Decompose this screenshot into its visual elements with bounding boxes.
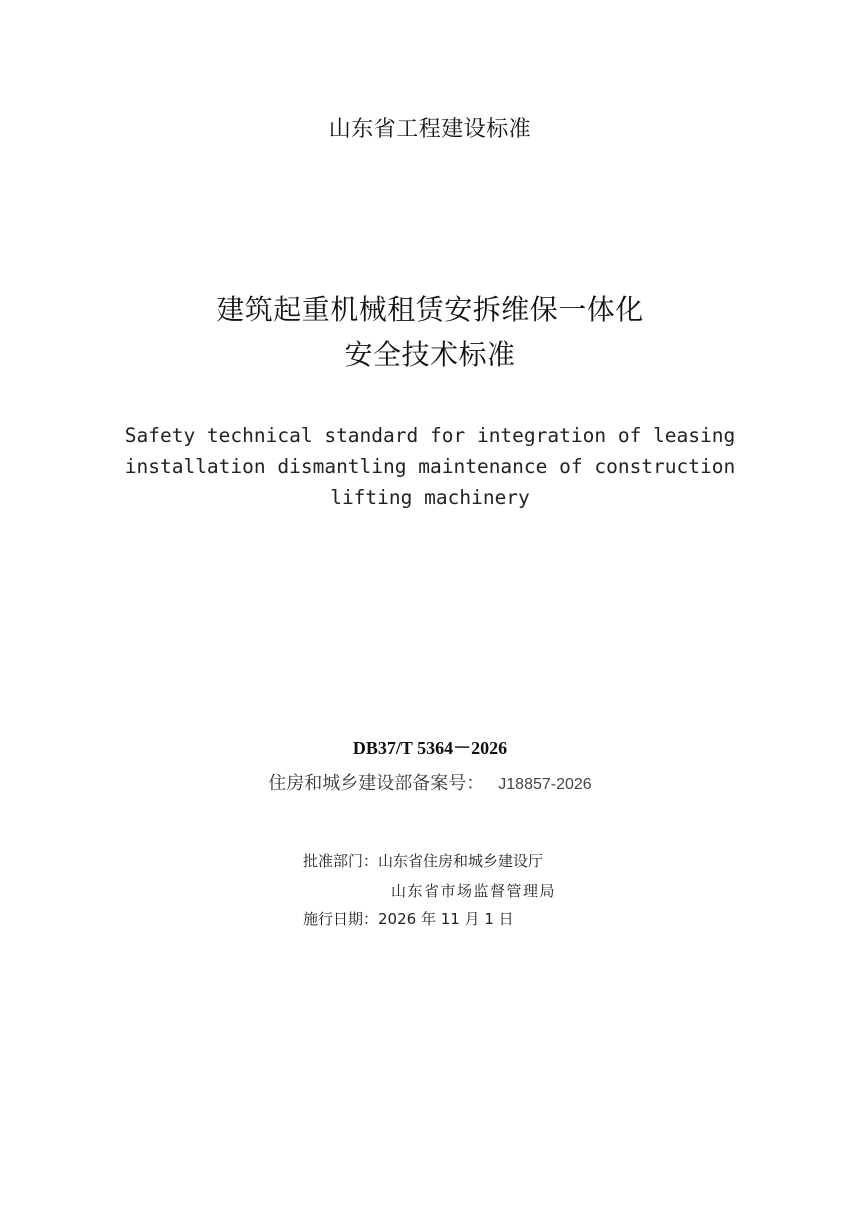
record-number-line xyxy=(0,769,860,795)
chinese-title-line-1: 建筑起重机械租赁安拆维保一体化 xyxy=(216,293,644,326)
standard-code: DB37/T 5364－2026 xyxy=(352,738,508,758)
approval-department-second: 山东省市场监督管理局 xyxy=(391,882,557,900)
approval-department-line: 批准部门：山东省住房和城乡建设厅 xyxy=(303,852,544,870)
record-number-label: 住房和城乡建设部备案号： xyxy=(268,773,485,794)
record-number-value: J18857-2026 xyxy=(498,776,592,793)
chinese-title-line-2: 安全技术标准 xyxy=(344,338,516,371)
standard-category-header: 山东省工程建设标准 xyxy=(328,117,532,142)
effective-date-line: 施行日期：2026 年 11 月 1 日 xyxy=(303,910,514,928)
english-title: Safety technical standard for integration of leasing installation dismantling maintenance of construction lifting machinery xyxy=(124,424,736,509)
